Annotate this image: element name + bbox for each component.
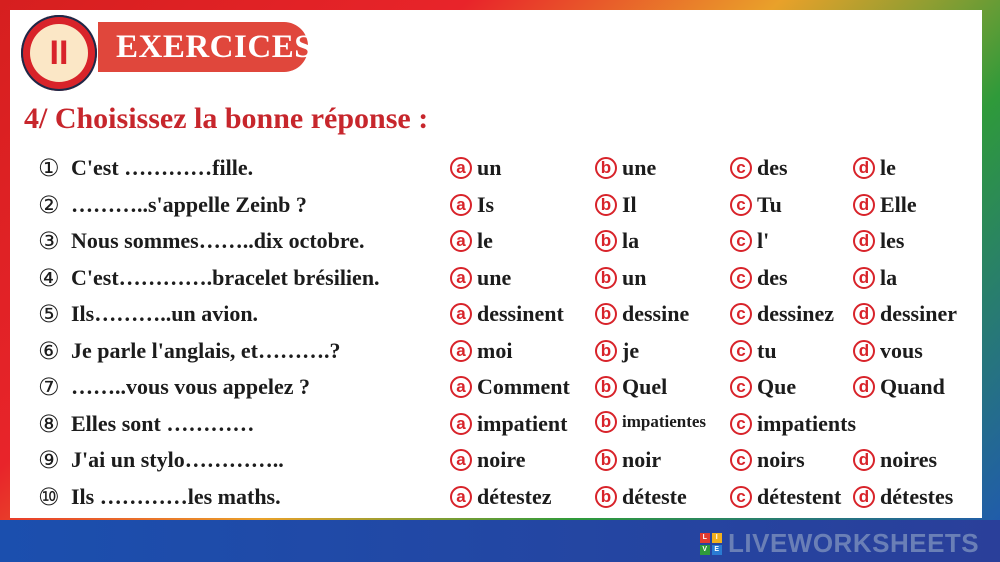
answer-option-b[interactable] (595, 374, 667, 400)
option-text: impatient (477, 410, 568, 436)
option-text: dessine (622, 301, 690, 326)
question-row (0, 444, 1000, 478)
question-row (0, 189, 1000, 223)
option-text: une (622, 155, 657, 180)
option-text: Il (622, 191, 637, 217)
option-letter-icon: d (853, 340, 875, 362)
option-letter-icon: a (450, 340, 472, 362)
option-letter-icon: b (595, 486, 617, 508)
option-letter-icon: b (595, 340, 617, 362)
answer-option-c[interactable] (730, 228, 769, 254)
answer-option-b[interactable] (595, 447, 661, 473)
option-text: impatientes (622, 411, 707, 431)
question-number: ④ (38, 263, 60, 292)
answer-option-a[interactable] (450, 411, 567, 437)
option-letter-icon: c (730, 194, 752, 216)
answer-option-c[interactable] (730, 374, 796, 400)
option-letter-icon: c (730, 303, 752, 325)
option-text: noires (880, 447, 938, 472)
option-letter-icon: b (595, 411, 617, 433)
question-row (0, 481, 1000, 515)
answer-option-a[interactable] (450, 338, 512, 364)
question-text: ……..vous vous appelez ? (71, 374, 310, 399)
answer-option-b[interactable] (595, 411, 706, 433)
answer-option-c[interactable] (730, 338, 777, 364)
option-text: je (622, 337, 640, 363)
section-number: II (30, 24, 88, 82)
option-letter-icon: c (730, 376, 752, 398)
question-text: Nous sommes……..dix octobre. (71, 228, 365, 253)
question-row (0, 262, 1000, 296)
question-row (0, 152, 1000, 186)
answer-option-c[interactable] (730, 192, 782, 218)
option-letter-icon: a (450, 413, 472, 435)
option-text: détestent (757, 483, 842, 509)
answer-option-b[interactable] (595, 338, 639, 364)
answer-option-a[interactable] (450, 301, 564, 327)
question-row (0, 225, 1000, 259)
question-row (0, 335, 1000, 369)
answer-option-a[interactable] (450, 265, 511, 291)
answer-option-a[interactable] (450, 155, 501, 181)
option-letter-icon: d (853, 267, 875, 289)
answer-option-d[interactable] (853, 228, 904, 254)
watermark-text: LIVEWORKSHEETS (728, 528, 980, 558)
option-text: Quel (622, 374, 668, 399)
question-text: Je parle l'anglais, et……….? (71, 337, 341, 363)
answer-option-c[interactable] (730, 265, 788, 291)
liveworksheets-watermark (700, 528, 979, 559)
option-text: le (880, 155, 896, 180)
answer-option-c[interactable] (730, 447, 805, 473)
question-row (0, 298, 1000, 332)
option-letter-icon: d (853, 449, 875, 471)
option-text: noirs (757, 447, 805, 472)
option-text: détestes (880, 483, 954, 509)
question-text: Elles sont ………… (71, 410, 255, 436)
option-letter-icon: c (730, 486, 752, 508)
option-text: les (880, 228, 905, 253)
option-text: déteste (622, 483, 687, 509)
answer-option-b[interactable] (595, 155, 656, 181)
question-number: ⑤ (38, 300, 60, 328)
option-text: noir (622, 447, 662, 472)
answer-option-b[interactable] (595, 265, 646, 291)
question-number: ⑥ (38, 336, 60, 365)
answer-option-d[interactable] (853, 447, 937, 473)
option-letter-icon: a (450, 376, 472, 398)
option-letter-icon: b (595, 194, 617, 216)
option-letter-icon: c (730, 267, 752, 289)
option-letter-icon: c (730, 340, 752, 362)
option-text: vous (880, 337, 923, 363)
option-letter-icon: d (853, 157, 875, 179)
question-text: ………..s'appelle Zeinb ? (71, 191, 307, 217)
answer-option-c[interactable] (730, 411, 856, 437)
question-text: J'ai un stylo………….. (71, 447, 284, 472)
option-text: Elle (880, 191, 917, 217)
option-letter-icon: b (595, 303, 617, 325)
question-number: ⑦ (38, 373, 60, 401)
option-letter-icon: d (853, 194, 875, 216)
answer-option-b[interactable] (595, 301, 689, 327)
option-text: Tu (757, 191, 782, 217)
option-letter-icon: b (595, 267, 617, 289)
option-text: tu (757, 337, 777, 363)
answer-option-d[interactable] (853, 374, 945, 400)
option-text: la (880, 264, 898, 290)
option-letter-icon: c (730, 449, 752, 471)
option-text: Que (757, 374, 797, 399)
answer-option-b[interactable] (595, 192, 637, 218)
answer-option-b[interactable] (595, 228, 639, 254)
option-text: dessinent (477, 301, 564, 326)
question-row (0, 408, 1000, 442)
answer-option-d[interactable] (853, 338, 923, 364)
option-letter-icon: c (730, 413, 752, 435)
option-text: des (757, 264, 788, 290)
answer-option-d[interactable] (853, 192, 917, 218)
answer-option-c[interactable] (730, 155, 788, 181)
option-letter-icon: c (730, 157, 752, 179)
answer-option-c[interactable] (730, 484, 841, 510)
question-number: ⑩ (38, 482, 60, 511)
answer-option-d[interactable] (853, 301, 957, 327)
answer-option-b[interactable] (595, 484, 687, 510)
option-letter-icon: a (450, 157, 472, 179)
option-text: des (757, 155, 788, 180)
option-text: détestez (477, 483, 552, 509)
question-number: ① (38, 154, 60, 182)
answer-option-d[interactable] (853, 484, 953, 510)
section-title: EXERCICES (98, 22, 308, 72)
question-text: C'est………….bracelet brésilien. (71, 264, 380, 290)
option-text: dessinez (757, 301, 834, 326)
option-text: noire (477, 447, 526, 472)
answer-option-a[interactable] (450, 374, 570, 400)
option-letter-icon: d (853, 303, 875, 325)
section-badge (21, 15, 97, 91)
option-text: Quand (880, 374, 945, 399)
option-letter-icon: b (595, 376, 617, 398)
liveworksheets-logo-icon: L I V E (700, 533, 722, 555)
option-letter-icon: a (450, 303, 472, 325)
option-letter-icon: a (450, 449, 472, 471)
option-text: Comment (477, 374, 570, 399)
option-text: un (477, 155, 502, 180)
option-letter-icon: d (853, 230, 875, 252)
option-letter-icon: b (595, 230, 617, 252)
question-number: ⑧ (38, 409, 60, 438)
answer-option-c[interactable] (730, 301, 834, 327)
option-text: la (622, 228, 640, 253)
answer-option-a[interactable] (450, 447, 525, 473)
option-text: l' (757, 228, 770, 253)
question-text: Ils …………les maths. (71, 483, 281, 509)
answer-option-a[interactable] (450, 484, 552, 510)
answer-option-d[interactable] (853, 265, 897, 291)
option-letter-icon: c (730, 230, 752, 252)
option-letter-icon: a (450, 194, 472, 216)
option-text: le (477, 228, 493, 253)
option-text: impatients (757, 410, 856, 436)
option-letter-icon: d (853, 486, 875, 508)
option-letter-icon: a (450, 486, 472, 508)
option-letter-icon: d (853, 376, 875, 398)
question-number: ⑨ (38, 446, 60, 474)
option-text: une (477, 264, 512, 290)
answer-option-a[interactable] (450, 192, 494, 218)
question-number: ③ (38, 227, 60, 255)
option-text: moi (477, 337, 513, 363)
option-letter-icon: b (595, 449, 617, 471)
question-text: Ils………..un avion. (71, 301, 259, 326)
option-letter-icon: a (450, 267, 472, 289)
question-row (0, 371, 1000, 405)
option-text: un (622, 264, 647, 290)
question-text: C'est …………fille. (71, 155, 254, 180)
answer-option-a[interactable] (450, 228, 493, 254)
option-letter-icon: a (450, 230, 472, 252)
exercise-heading: 4/ Choisissez la bonne réponse : (24, 102, 429, 135)
option-letter-icon: b (595, 157, 617, 179)
question-number: ② (38, 190, 60, 219)
answer-option-d[interactable] (853, 155, 896, 181)
option-text: Is (477, 191, 495, 217)
option-text: dessiner (880, 301, 957, 326)
